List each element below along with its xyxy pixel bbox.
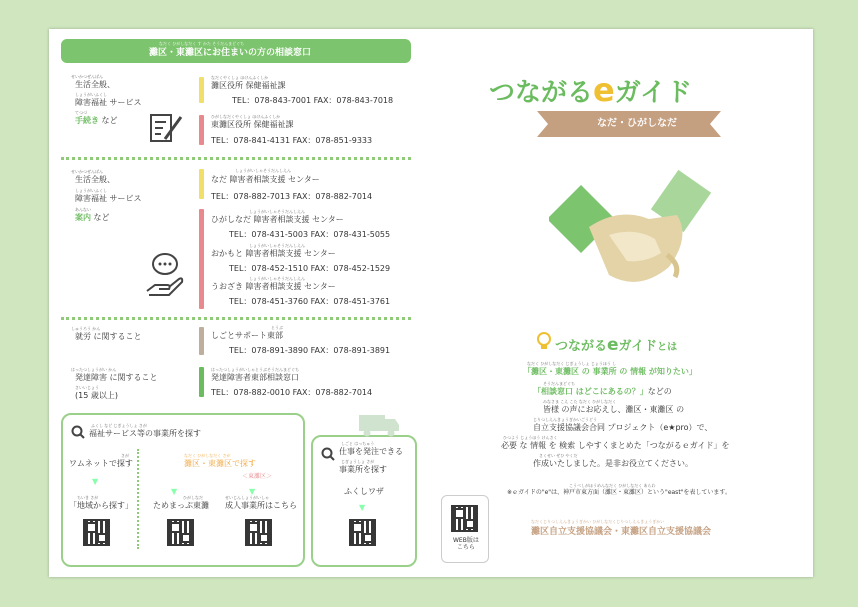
logo-title: [489, 71, 692, 109]
paragraph-line-3: 皆様 の声にお応えし、灘区・東灘区 の: [543, 405, 685, 414]
center-uozaki: うおざき 障害者相談支援 センター: [211, 282, 336, 291]
question-2: [533, 387, 672, 397]
developmental-east-window-tel: TEL：078-882-0010 FAX：078-882-7014: [211, 388, 373, 397]
header-title: 灘区・東灘区にお住まいの方の相談窓口: [149, 48, 312, 58]
tamemap-higashinada: ためまっぷ東灘: [153, 501, 209, 510]
lightbulb-icon: [535, 331, 553, 353]
area-search-label: 灘区・東灘区で探す: [184, 459, 256, 468]
sec4-ruby2: さいいじょう: [75, 385, 99, 390]
sec1-o1-ruby: なだくやくしょ ほけんふくしか: [211, 75, 269, 80]
sec1-category-2: 障害福祉 サービス: [75, 98, 142, 107]
developmental-age: (15 歳以上): [75, 391, 118, 400]
sec1-category-3: [75, 116, 118, 126]
chiiki-ruby: ちいき さが: [77, 495, 99, 500]
shigoto-support-east-tel: TEL：078-891-3890 FAX：078-891-3891: [229, 346, 391, 355]
qr-code-icon-web[interactable]: [451, 505, 478, 532]
office-higashinada-ward-tel: TEL：078-841-4131 FAX：078-851-9333: [211, 136, 373, 145]
arrow-down-icon: ▼: [92, 477, 99, 486]
sec2-o3-ruby: しょうがいしゃそうだんしえん: [249, 243, 305, 248]
footer-ruby: なだくじりつしえんきょうぎかい ひがしなだくじりつしえんきょうぎかい: [531, 519, 665, 524]
about-part-3: とは: [657, 342, 678, 353]
order-ruby: しごと はっちゅう: [341, 441, 375, 446]
area-search: [184, 459, 256, 469]
p1-ruby: なだく ひがしなだく じぎょうしょ じょうほう し: [527, 361, 617, 366]
handshake-illustration: [549, 167, 719, 297]
office-higashinada-ward: 東灘区役所 保健福祉課: [211, 120, 294, 129]
divider-2: [61, 317, 411, 320]
note-ruby: こうべしがほうめんなだく ひがしなだく あらわ: [569, 483, 656, 488]
sec2-cat3-suffix: など: [91, 213, 110, 222]
search-ruby: ふくし など じぎょうしょ さが: [91, 423, 147, 428]
yellow-bar: [199, 77, 204, 103]
sec1-ruby2: しょうがいふくし: [75, 92, 107, 97]
p5-ruby: ひつよう じょうほう けんさく: [503, 435, 558, 440]
p6-ruby: さくせい ぜひ やくだ: [539, 453, 578, 458]
paragraph-line-5: 必要 な 情報 を 検索 しやすくまとめた「つながるｅガイド」を: [501, 441, 730, 450]
qr-code-icon-3[interactable]: [245, 519, 272, 546]
p4-ruby: じりつしえんきょうぎかいごうどう: [533, 417, 597, 422]
area-sub: ＜東灘区＞: [242, 473, 273, 480]
vertical-divider: [137, 449, 139, 549]
wamnet-search: ワムネットで探す: [69, 459, 133, 468]
developmental-east-window: 発達障害者東部相談窓口: [211, 373, 299, 382]
center-nada-tel: TEL：078-882-7013 FAX：078-882-7014: [211, 192, 373, 201]
about-part-2: ガイド: [618, 339, 658, 354]
sec2-ruby3: あんない: [75, 207, 91, 212]
center-nada: なだ 障害者相談支援 センター: [211, 175, 320, 184]
question-2-suffix: などの: [647, 387, 672, 396]
sec1-o2-ruby: ひがしなだくやくしょ ほけんふくしか: [211, 114, 281, 119]
center-okamoto: おかもと 障害者相談支援 センター: [211, 249, 336, 258]
order-title-2: 事業所を探す: [339, 465, 387, 474]
adult-ruby: せいじんしょうがいしゃ: [225, 495, 269, 500]
center-higashinada: ひがしなだ 障害者相談支援 センター: [211, 215, 344, 224]
green-bar: [199, 367, 204, 397]
pink-bar: [199, 115, 204, 145]
tame-ruby: ひがしなだ: [183, 495, 203, 500]
pink-bar-2: [199, 209, 204, 309]
center-okamoto-tel: TEL：078-452-1510 FAX：078-452-1529: [229, 264, 391, 273]
sec2-ruby: せいかつぜんぱん: [71, 169, 103, 174]
divider: [61, 157, 411, 160]
center-higashinada-tel: TEL：078-431-5003 FAX：078-431-5055: [229, 230, 391, 239]
search-icon: [71, 425, 85, 439]
office-nada-ward: 灘区役所 保健福祉課: [211, 81, 286, 90]
search-services-title: 福祉サービス等の事業所を探す: [89, 429, 201, 438]
sec1-ruby: せいかつぜんぱん: [71, 74, 103, 79]
wam-ruby: さが: [121, 453, 129, 458]
question-2-text: 「相談窓口 はどこにあるの？」: [533, 387, 648, 396]
logo-part-2: ガイド: [614, 78, 692, 108]
sec4-ruby: はったつしょうがい かん: [71, 367, 117, 372]
chiiki-search: 「地域から探す」: [69, 501, 133, 510]
employment-category: 就労 に関すること: [75, 332, 142, 341]
qr-code-icon-2[interactable]: [167, 519, 194, 546]
sec1-cat3-suffix: など: [99, 116, 118, 125]
paragraph-line-6: 作成いたしました。是非お役立てください。: [533, 459, 693, 468]
center-uozaki-tel: TEL：078-451-3760 FAX：078-451-3761: [229, 297, 391, 306]
truck-icon: [357, 413, 401, 437]
sec2-cat3-highlight: 案内: [75, 213, 91, 222]
sec3-ruby: しゅうろう かん: [71, 326, 101, 331]
sec2-ruby2: しょうがいふくし: [75, 188, 107, 193]
sec1-cat3-highlight: 手続き: [75, 116, 99, 125]
p3-ruby: みなさま こえ こた なだく ひがしなだく: [543, 399, 617, 404]
sec1-ruby3: てつづ: [75, 110, 87, 115]
shigoto-support-east: しごとサポート東部: [211, 331, 283, 340]
e-note: ※ｅガイドの"e"は、神戸市東方面（灘区・東灘区）という"east"を表しています。: [507, 489, 731, 496]
sec1-category-1: 生活全般、: [75, 80, 115, 89]
qr-code-icon-4[interactable]: [349, 519, 376, 546]
footer-councils: 灘区自立支援協議会・東灘区自立支援協議会: [531, 527, 712, 537]
about-e: e: [607, 335, 619, 355]
adult-facility: 成人事業所はこちら: [225, 501, 297, 510]
brochure-sheet: [49, 29, 813, 577]
order-title-1: 仕事を発注できる: [339, 447, 403, 456]
paragraph-line-4: 自立支援協議会合同 プロジェクト（e★pro）で、: [533, 423, 713, 432]
about-heading: [555, 335, 677, 355]
logo-e: e: [593, 71, 615, 109]
area-ruby: なだく ひがしなだく さが: [184, 453, 231, 458]
p2-ruby: そうだんまどぐち: [543, 381, 575, 386]
search-icon-2: [321, 447, 335, 461]
sec4-o-ruby: はったつしょうがいしゃとうぶそうだんまどぐち: [211, 367, 299, 372]
header-ruby: なだく ひがしなだく す かた そうだんまどぐち: [159, 41, 245, 46]
sec2-category-1: 生活全般、: [75, 175, 115, 184]
arrow-down-icon-3: ▼: [249, 487, 256, 496]
sec3-o-ruby: とうぶ: [271, 325, 283, 330]
yellow-bar-2: [199, 169, 204, 199]
arrow-down-icon-4: ▼: [359, 503, 366, 512]
qr-code-icon[interactable]: [83, 519, 110, 546]
logo-part-1: つながる: [489, 78, 594, 108]
web-version-label: WEB版は こちら: [453, 537, 479, 552]
office-nada-ward-tel: TEL：078-843-7001 FAX：078-843-7018: [232, 96, 394, 105]
sec2-o2-ruby: しょうがいしゃそうだんしえん: [249, 209, 305, 214]
arrow-down-icon-2: ▼: [171, 487, 178, 496]
sec2-category-3: [75, 213, 110, 223]
developmental-category: 発達障害 に関すること: [75, 373, 158, 382]
about-part-1: つながる: [555, 339, 608, 354]
document-pen-icon: [147, 109, 185, 147]
speech-hand-icon: [145, 251, 185, 297]
ribbon-text: なだ・ひがしなだ: [597, 118, 677, 129]
taupe-bar: [199, 327, 204, 355]
question-1: 「灘区・東灘区 の 事業所 の 情報 が知りたい」: [523, 367, 697, 376]
sec2-o4-ruby: しょうがいしゃそうだんしえん: [249, 276, 305, 281]
fukushi-waza: ふくしワザ: [344, 487, 384, 496]
order-ruby2: じぎょうしょ さが: [341, 459, 375, 464]
sec2-o1-ruby: しょうがいしゃそうだんしえん: [235, 168, 291, 173]
sec2-category-2: 障害福祉 サービス: [75, 194, 142, 203]
